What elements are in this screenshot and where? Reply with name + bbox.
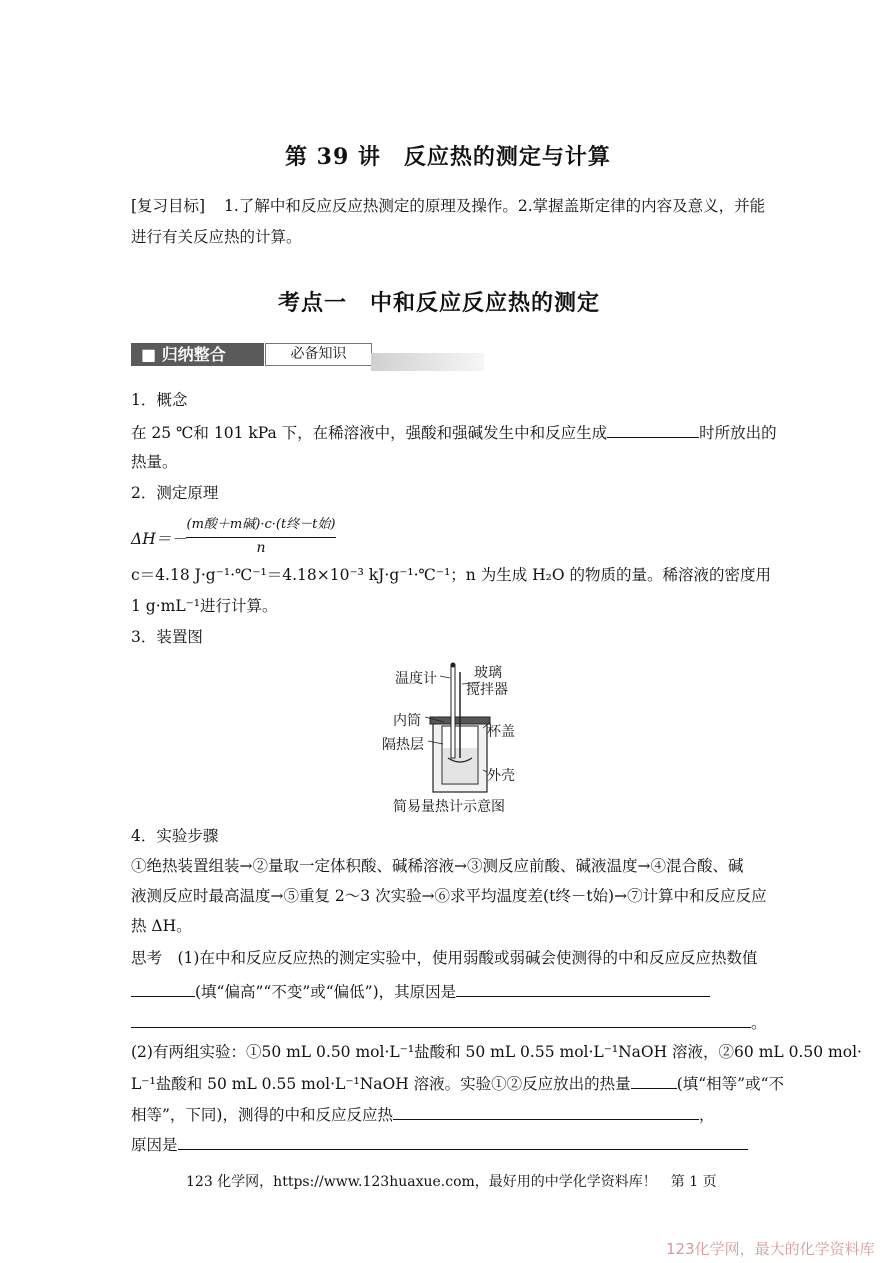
concept-text-a: 在 25 ℃和 101 kPa 下，在稀溶液中，强酸和强碱发生中和反应生成: [131, 424, 608, 442]
page-title: 第 39 讲 反应热的测定与计算: [285, 144, 611, 170]
think-blank-1[interactable]: [131, 980, 195, 997]
q2-line-4: [131, 1133, 748, 1155]
concept-line-1: [131, 421, 777, 443]
label-stirrer: 搅拌器: [466, 682, 508, 698]
density-line: 1 g·mL⁻¹进行计算。: [131, 597, 278, 615]
concept-heading: 1．概念: [131, 391, 188, 409]
banner-summary: ■ 归纳整合: [131, 343, 264, 366]
q2-text-2a: L⁻¹盐酸和 50 mL 0.55 mol·L⁻¹NaOH 溶液。实验①②反应放出的热量: [131, 1075, 631, 1093]
apparatus-heading: 3．装置图: [131, 628, 203, 646]
section-title: 考点一 中和反应反应热的测定: [278, 290, 601, 316]
q2-text-4: 原因是: [131, 1136, 178, 1154]
think-period: 。: [751, 1014, 767, 1032]
review-line-1: [131, 196, 765, 216]
label-lid: 杯盖: [487, 724, 515, 740]
fraction-bar: [186, 537, 336, 538]
banner-fade: [371, 353, 484, 371]
think-line-3: [131, 1011, 767, 1033]
q2-line-1: (2)有两组实验：①50 mL 0.50 mol·L⁻¹盐酸和 50 mL 0.55 mol·L⁻¹NaOH 溶液，②60 mL 0.50 mol·: [131, 1043, 862, 1061]
q2-line-3: [131, 1103, 715, 1125]
review-text-1: 1.了解中和反应反应热测定的原理及操作。2.掌握盖斯定律的内容及意义，并能: [224, 197, 766, 215]
steps-line-2: 液测反应时最高温度→⑤重复 2～3 次实验→⑥求平均温度差(t终－t始)→⑦计算中和反应反应: [131, 887, 767, 905]
watermark: 123化学网，最大的化学资料库: [666, 1240, 875, 1258]
label-inner-cup: 内筒: [393, 713, 421, 729]
formula-denominator: n: [256, 540, 266, 556]
review-label: [复习目标]: [131, 197, 206, 215]
steps-heading: 4．实验步骤: [131, 827, 219, 845]
q2-text-3a: 相等”，下同)，测得的中和反应反应热: [131, 1106, 393, 1124]
section-banner: [131, 343, 484, 371]
q2-line-2: [131, 1072, 784, 1094]
think-line-2: [131, 980, 710, 1002]
specific-heat-line: c＝4.18 J·g⁻¹·℃⁻¹＝4.18×10⁻³ kJ·g⁻¹·℃⁻¹；n 为生成 H₂O 的物质的量。稀溶液的密度用: [131, 566, 771, 584]
review-line-2: 进行有关反应热的计算。: [131, 228, 302, 246]
q2-text-2b: (填“相等”或“不: [676, 1075, 785, 1093]
q2-blank-1[interactable]: [631, 1072, 677, 1089]
figure-caption: 简易量热计示意图: [393, 799, 505, 815]
label-shell: 外壳: [487, 768, 515, 784]
think-blank-3[interactable]: [131, 1011, 751, 1028]
banner-knowledge: 必备知识: [265, 343, 372, 366]
steps-line-3: 热 ΔH。: [131, 917, 192, 935]
label-thermometer: 温度计: [395, 671, 437, 687]
think-text-2: (填“偏高”“不变”或“偏低”)，其原因是: [195, 983, 457, 1001]
concept-line-2: 热量。: [131, 453, 178, 471]
concept-blank[interactable]: [607, 421, 699, 438]
q2-blank-2[interactable]: [393, 1103, 699, 1120]
page-footer: 123 化学网，https://www.123huaxue.com，最好用的中学化学资料库！ 第 1 页: [186, 1174, 717, 1190]
concept-text-b: 时所放出的: [699, 424, 777, 442]
label-insulation: 隔热层: [382, 737, 424, 753]
steps-line-1: ①绝热装置组装→②量取一定体积酸、碱稀溶液→③测反应前酸、碱液温度→④混合酸、碱: [131, 857, 744, 875]
formula-numerator: (m酸＋m碱)·c·(t终－t始): [186, 517, 336, 532]
q2-blank-3[interactable]: [178, 1133, 748, 1150]
think-line-1: 思考 (1)在中和反应反应热的测定实验中，使用弱酸或弱碱会使测得的中和反应反应热数值: [131, 949, 758, 967]
principle-heading: 2．测定原理: [131, 484, 219, 502]
q2-text-3b: ，: [698, 1106, 715, 1124]
label-glass: 玻璃: [474, 665, 502, 681]
formula-lhs: ΔH＝－: [131, 530, 187, 548]
think-blank-2[interactable]: [456, 980, 710, 997]
